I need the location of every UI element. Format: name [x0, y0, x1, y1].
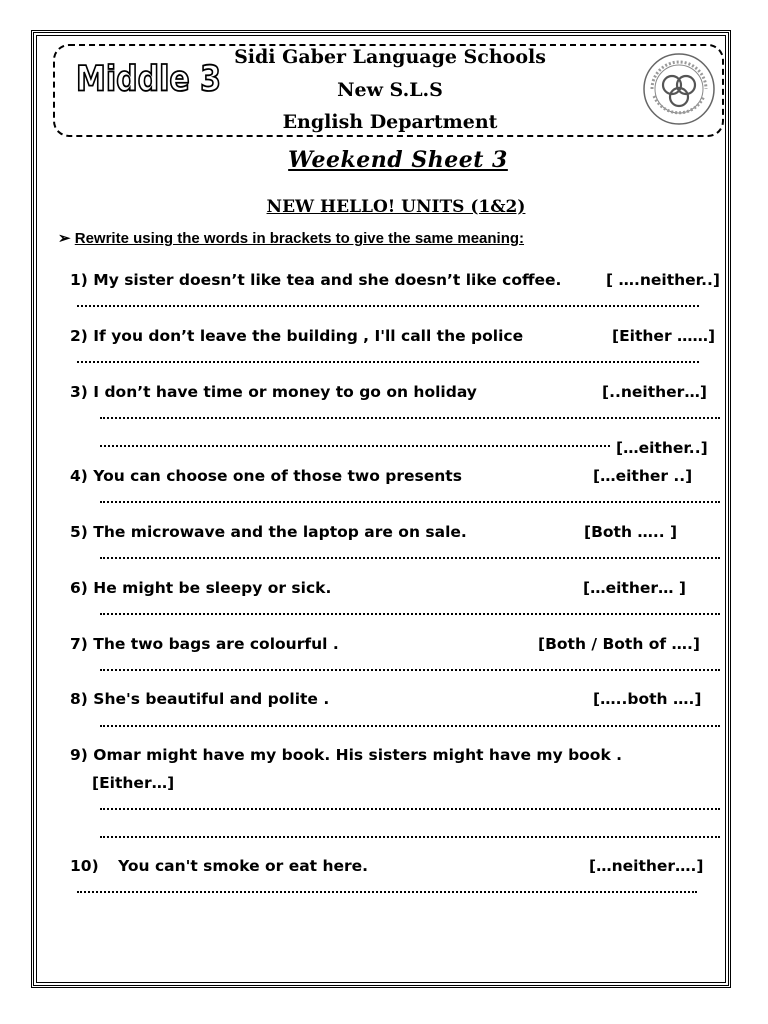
hint-7: [Both / Both of ….]: [538, 635, 701, 653]
question-text: If you don’t leave the building , I'll call the police: [93, 327, 524, 345]
school-subtitle: New S.L.S: [337, 79, 443, 101]
page-border-inner: [36, 35, 726, 983]
hint-9: [Either…]: [92, 774, 175, 792]
answer-line[interactable]: [100, 501, 720, 503]
question-text: You can't smoke or eat here.: [118, 857, 369, 875]
question-number: 7): [70, 635, 88, 653]
question-number: 5): [70, 523, 88, 541]
bullet-arrow-icon: ➢: [58, 230, 71, 247]
hint-5: [Both ….. ]: [584, 523, 678, 541]
hint-3a: [..neither…]: [602, 383, 707, 401]
hint-6: […either… ]: [583, 579, 686, 597]
answer-line[interactable]: [100, 725, 720, 727]
hint-4: […either ..]: [593, 467, 693, 485]
answer-line[interactable]: [77, 361, 699, 363]
instruction-text: Rewrite using the words in brackets to give the same meaning:: [74, 230, 525, 247]
instruction: [58, 229, 524, 247]
question-8: [70, 690, 329, 708]
question-1: [70, 271, 561, 289]
school-name: Sidi Gaber Language Schools: [234, 46, 546, 68]
hint-10: […neither….]: [589, 857, 704, 875]
question-text: The two bags are colourful .: [93, 635, 339, 653]
question-text: Omar might have my book. His sisters might have my book .: [93, 746, 623, 764]
question-number: 2): [70, 327, 88, 345]
hint-1: [ ….neither..]: [606, 271, 720, 289]
answer-line[interactable]: [77, 891, 697, 893]
answer-line[interactable]: [100, 613, 720, 615]
question-number: 6): [70, 579, 88, 597]
question-number: 10): [70, 857, 99, 875]
question-number: 1): [70, 271, 88, 289]
hint-2: [Either ……]: [612, 327, 716, 345]
answer-line[interactable]: [100, 417, 720, 419]
question-text: My sister doesn’t like tea and she doesn’t like coffee.: [93, 271, 562, 289]
question-number: 9): [70, 746, 88, 764]
question-4: [70, 467, 462, 485]
department-name: English Department: [282, 111, 498, 133]
units-heading: NEW HELLO! UNITS (1&2): [266, 197, 526, 217]
answer-line[interactable]: [100, 669, 720, 671]
sheet-title: Weekend Sheet 3: [288, 147, 508, 173]
question-number: 3): [70, 383, 88, 401]
question-10: [70, 857, 368, 875]
answer-line[interactable]: [100, 836, 720, 838]
question-2: [70, 327, 523, 345]
question-6: [70, 579, 331, 597]
question-number: 8): [70, 690, 88, 708]
question-7: [70, 635, 339, 653]
question-text: He might be sleepy or sick.: [93, 579, 332, 597]
question-text: You can choose one of those two presents: [93, 467, 462, 485]
grade-badge: Middle 3: [76, 59, 222, 100]
question-number: 4): [70, 467, 88, 485]
hint-8: […..both ….]: [593, 690, 702, 708]
answer-line[interactable]: [100, 445, 610, 447]
question-3: [70, 383, 477, 401]
question-text: She's beautiful and polite .: [93, 690, 330, 708]
question-text: The microwave and the laptop are on sale.: [93, 523, 467, 541]
school-seal-icon: [642, 52, 716, 126]
question-9: [70, 746, 622, 764]
answer-line[interactable]: [77, 305, 699, 307]
question-5: [70, 523, 467, 541]
question-text: I don’t have time or money to go on holiday: [93, 383, 477, 401]
answer-line[interactable]: [100, 808, 720, 810]
hint-3b: […either..]: [616, 439, 708, 457]
answer-line[interactable]: [100, 557, 720, 559]
